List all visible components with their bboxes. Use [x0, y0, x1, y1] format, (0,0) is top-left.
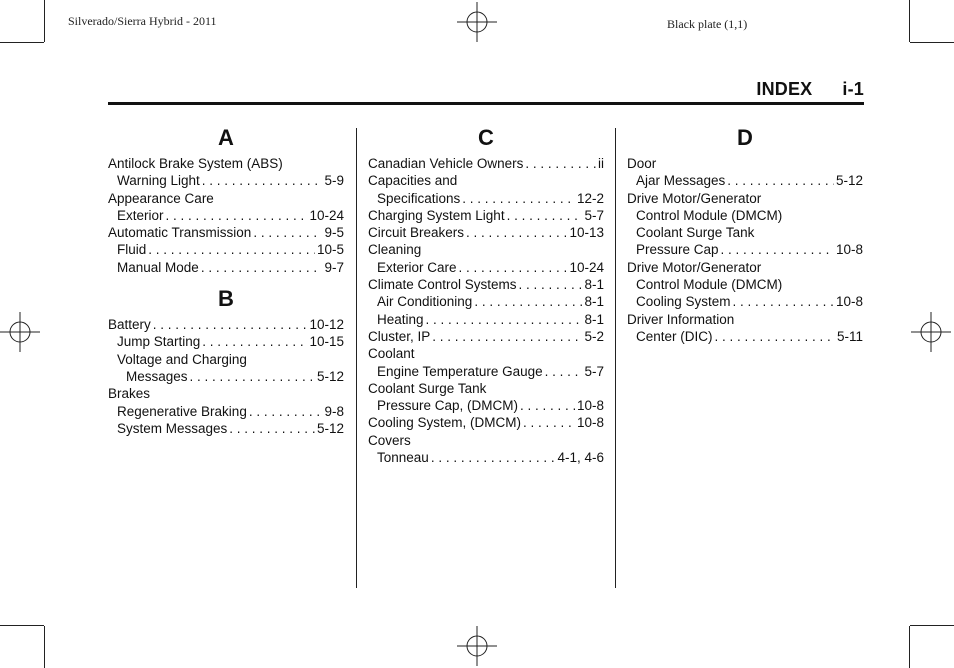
index-heading: INDEX: [756, 79, 813, 99]
index-entry: [108, 224, 344, 241]
crop-mark: [0, 42, 44, 43]
index-entry-page: 10-15: [309, 334, 344, 350]
index-entry-page: 5-2: [584, 328, 604, 344]
crop-mark: [910, 625, 954, 626]
index-entry: [368, 414, 604, 431]
index-entry: [368, 241, 604, 258]
dot-leader: [431, 449, 556, 466]
index-column-3: [627, 125, 863, 345]
dot-leader: [466, 224, 567, 241]
index-entry-page: 9-8: [324, 403, 344, 419]
index-entry-text: Messages: [126, 368, 188, 384]
dot-leader: [715, 328, 835, 345]
index-entry: [368, 449, 604, 466]
index-entry: [368, 432, 604, 449]
index-entry-text: Driver Information: [627, 311, 735, 327]
index-entry-text: Control Module (DMCM): [636, 277, 783, 293]
registration-mark-top: [457, 2, 497, 42]
index-entry-text: Circuit Breakers: [368, 225, 465, 241]
crop-mark: [909, 0, 910, 42]
index-entry-text: Coolant: [368, 346, 415, 362]
index-entry-text: Door: [627, 156, 657, 171]
dot-leader: [520, 397, 575, 414]
index-entry: [627, 224, 863, 241]
dot-leader: [507, 207, 583, 224]
index-entry-page: 12-2: [576, 190, 604, 206]
index-entry-page: 5-12: [835, 173, 863, 189]
index-letter-heading: C: [478, 125, 494, 150]
index-entry-page: 10-24: [569, 259, 604, 275]
index-entry-text: Coolant Surge Tank: [368, 380, 487, 396]
crop-mark: [44, 626, 45, 668]
index-entry-page: 8-1: [584, 294, 604, 310]
index-entry-page: 5-9: [324, 173, 344, 189]
index-entry: [627, 190, 863, 207]
index-entry: [108, 259, 344, 276]
index-entry-page: 10-13: [569, 225, 604, 241]
dot-leader: [474, 293, 582, 310]
index-entry-page: 5-12: [316, 420, 344, 436]
index-entry-page: 5-12: [316, 368, 344, 384]
index-entry: [108, 316, 344, 333]
index-entry-text: Battery: [108, 317, 151, 333]
registration-mark-bottom: [457, 626, 497, 666]
index-entry: [108, 420, 344, 437]
index-entry: [108, 172, 344, 189]
index-entry-text: Control Module (DMCM): [636, 207, 783, 223]
index-entry: [627, 311, 863, 328]
index-entry-page: 5-7: [584, 363, 604, 379]
index-entry: [627, 328, 863, 345]
header-right-text: Black plate (1,1): [667, 17, 748, 31]
index-entry-text: Pressure Cap, (DMCM): [377, 398, 519, 414]
dot-leader: [727, 172, 834, 189]
dot-leader: [462, 190, 575, 207]
index-entry: [627, 207, 863, 224]
index-entry: [368, 155, 604, 172]
index-entry: [108, 241, 344, 258]
index-entry: [368, 293, 604, 310]
column-divider: [356, 128, 357, 588]
index-entry: [627, 241, 863, 258]
page-number: i-1: [842, 79, 864, 99]
header-left-text: Silverado/Sierra Hybrid - 2011: [68, 14, 217, 28]
index-entry-page: 10-12: [309, 317, 344, 333]
index-entry-text: Specifications: [377, 190, 461, 206]
index-entry: [368, 380, 604, 397]
index-entry: [368, 259, 604, 276]
index-entry-text: Ajar Messages: [636, 173, 726, 189]
dot-leader: [426, 311, 583, 328]
index-entry-text: Capacities and: [368, 173, 458, 189]
index-entry-page: ii: [598, 156, 604, 171]
index-entry-page: 9-7: [324, 259, 344, 275]
index-entry-text: Air Conditioning: [377, 294, 473, 310]
index-entry-text: Warning Light: [117, 173, 200, 189]
index-entry-text: Exterior Care: [377, 259, 457, 275]
index-entry-text: System Messages: [117, 420, 228, 436]
index-entry-text: Cluster, IP: [368, 328, 431, 344]
registration-mark-left: [0, 312, 40, 352]
dot-leader: [153, 316, 308, 333]
index-entry-text: Drive Motor/Generator: [627, 259, 762, 275]
index-entry: [368, 172, 604, 189]
index-entry: [368, 224, 604, 241]
index-entry-page: 10-8: [576, 398, 604, 414]
index-entry-page: 10-5: [316, 242, 344, 258]
dot-leader: [519, 276, 583, 293]
index-entry: [368, 345, 604, 362]
page-title: [756, 79, 864, 100]
index-entry: [368, 397, 604, 414]
index-entry-page: 4-1, 4-6: [557, 450, 604, 466]
index-entry: [627, 155, 863, 172]
dot-leader: [229, 420, 315, 437]
dot-leader: [432, 328, 582, 345]
index-entry: [108, 403, 344, 420]
index-letter-heading: B: [218, 286, 234, 312]
index-entry-text: Fluid: [117, 242, 147, 258]
index-entry: [108, 190, 344, 207]
index-entry: [108, 207, 344, 224]
index-entry-text: Drive Motor/Generator: [627, 190, 762, 206]
index-entry-text: Exterior: [117, 207, 164, 223]
index-entry: [108, 385, 344, 402]
crop-mark: [910, 42, 954, 43]
dot-leader: [525, 155, 596, 172]
dot-leader: [523, 414, 575, 431]
index-entry-page: 5-11: [836, 328, 863, 344]
index-column-2: [368, 125, 604, 466]
dot-leader: [545, 363, 583, 380]
index-entry: [368, 190, 604, 207]
index-entry-page: 5-7: [584, 207, 604, 223]
crop-mark: [44, 0, 45, 42]
index-entry-text: Center (DIC): [636, 328, 713, 344]
dot-leader: [249, 403, 323, 420]
index-entry: [108, 333, 344, 350]
index-entry-text: Jump Starting: [117, 334, 201, 350]
dot-leader: [166, 207, 308, 224]
index-entry: [627, 172, 863, 189]
index-entry-text: Cooling System, (DMCM): [368, 415, 522, 431]
index-entry-page: 8-1: [584, 277, 604, 293]
crop-mark: [0, 625, 44, 626]
dot-leader: [202, 333, 307, 350]
index-entry-text: Regenerative Braking: [117, 403, 247, 419]
index-entry-text: Cooling System: [636, 294, 731, 310]
index-entry-text: Tonneau: [377, 450, 429, 466]
index-entry-text: Brakes: [108, 386, 151, 402]
index-entry-page: 10-8: [835, 242, 863, 258]
index-entry: [627, 259, 863, 276]
index-letter-heading: A: [218, 125, 234, 150]
index-entry-text: Pressure Cap: [636, 242, 719, 258]
index-entry: [368, 328, 604, 345]
index-entry-text: Appearance Care: [108, 190, 214, 206]
index-entry-page: 10-8: [835, 294, 863, 310]
dot-leader: [201, 259, 323, 276]
dot-leader: [721, 241, 834, 258]
index-entry-text: Cleaning: [368, 242, 422, 258]
index-column-1: [108, 125, 344, 437]
index-entry: [108, 351, 344, 368]
index-entry-text: Heating: [377, 311, 424, 327]
dot-leader: [733, 293, 834, 310]
index-entry: [368, 311, 604, 328]
index-entry-text: Covers: [368, 432, 411, 448]
registration-mark-right: [911, 312, 951, 352]
index-entry: [627, 293, 863, 310]
crop-mark: [909, 626, 910, 668]
index-entry-text: Charging System Light: [368, 207, 505, 223]
index-entry: [368, 363, 604, 380]
index-entry: [108, 368, 344, 385]
index-entry-text: Climate Control Systems: [368, 277, 517, 293]
dot-leader: [459, 259, 568, 276]
index-letter-heading: D: [737, 125, 753, 150]
column-divider: [615, 128, 616, 588]
header-rule: [108, 102, 864, 105]
dot-leader: [190, 368, 315, 385]
dot-leader: [202, 172, 323, 189]
index-entry-text: Engine Temperature Gauge: [377, 363, 543, 379]
dot-leader: [148, 241, 315, 258]
dot-leader: [253, 224, 322, 241]
index-entry: [627, 276, 863, 293]
index-entry-text: Antilock Brake System (ABS): [108, 156, 283, 171]
index-entry-text: Automatic Transmission: [108, 225, 252, 241]
index-entry: [368, 207, 604, 224]
index-entry-page: 10-8: [576, 415, 604, 431]
index-entry-text: Voltage and Charging: [117, 351, 247, 367]
index-entry-page: 8-1: [584, 311, 604, 327]
index-entry: [368, 276, 604, 293]
index-entry-text: Canadian Vehicle Owners: [368, 156, 524, 171]
index-entry-page: 10-24: [309, 207, 344, 223]
index-entry: [108, 155, 344, 172]
index-entry-text: Manual Mode: [117, 259, 199, 275]
index-entry-page: 9-5: [324, 225, 344, 241]
index-entry-text: Coolant Surge Tank: [636, 225, 755, 241]
